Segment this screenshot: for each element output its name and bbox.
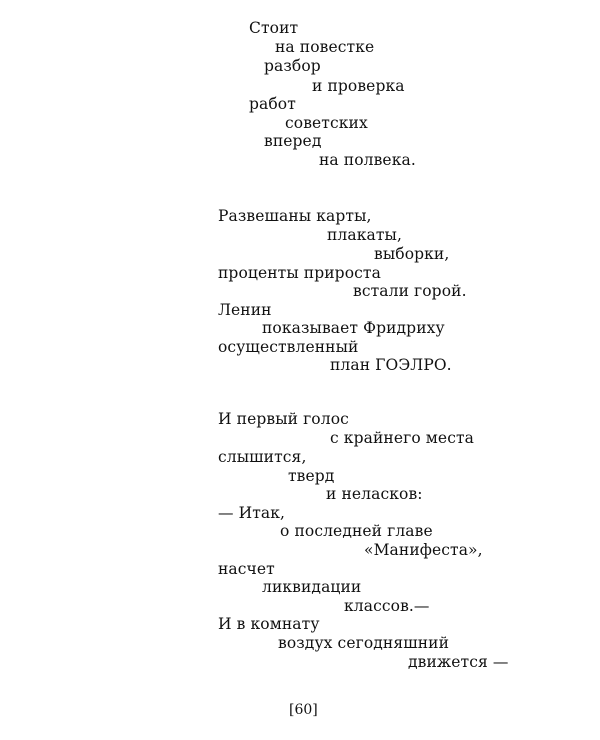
poem-line: слышится, (218, 448, 307, 466)
poem-line: на полвека. (319, 151, 416, 169)
poem-line: работ (249, 95, 296, 113)
poem-line: — Итак, (218, 504, 286, 522)
poem-line: показывает Фридриху (262, 319, 445, 337)
poem-line: воздух сегодняшний (278, 634, 450, 652)
poem-line: план ГОЭЛРО. (330, 356, 452, 374)
poem-line: И в комнату (218, 615, 320, 633)
poem-line: И первый голос (218, 410, 349, 428)
poem-line: проценты прироста (218, 264, 381, 282)
poem-line: на повестке (275, 38, 375, 56)
poem-line: Развешаны карты, (218, 207, 372, 225)
poem-line: классов.— (344, 597, 430, 615)
poem-line: о последней главе (280, 522, 433, 540)
poem-line: выборки, (374, 245, 450, 263)
poem-line: встали горой. (353, 282, 467, 300)
poem-line: и неласков: (326, 485, 423, 503)
poem-line: с крайнего места (330, 429, 474, 447)
poem-line: тверд (288, 467, 335, 485)
poem-line: движется — (408, 653, 509, 671)
poem-line: вперед (264, 132, 322, 150)
poem-line: осуществленный (218, 338, 359, 356)
poem-line: Ленин (218, 301, 272, 319)
page-number: [60] (289, 702, 318, 718)
poem-line: «Манифеста», (364, 541, 483, 559)
poem-line: Стоит (249, 19, 299, 37)
poem-line: ликвидации (262, 578, 362, 596)
poem-line: насчет (218, 560, 275, 578)
poem-line: разбор (264, 57, 321, 75)
poem-line: советских (285, 114, 368, 132)
poem-line: плакаты, (327, 226, 402, 244)
poem-line: и проверка (312, 77, 405, 95)
